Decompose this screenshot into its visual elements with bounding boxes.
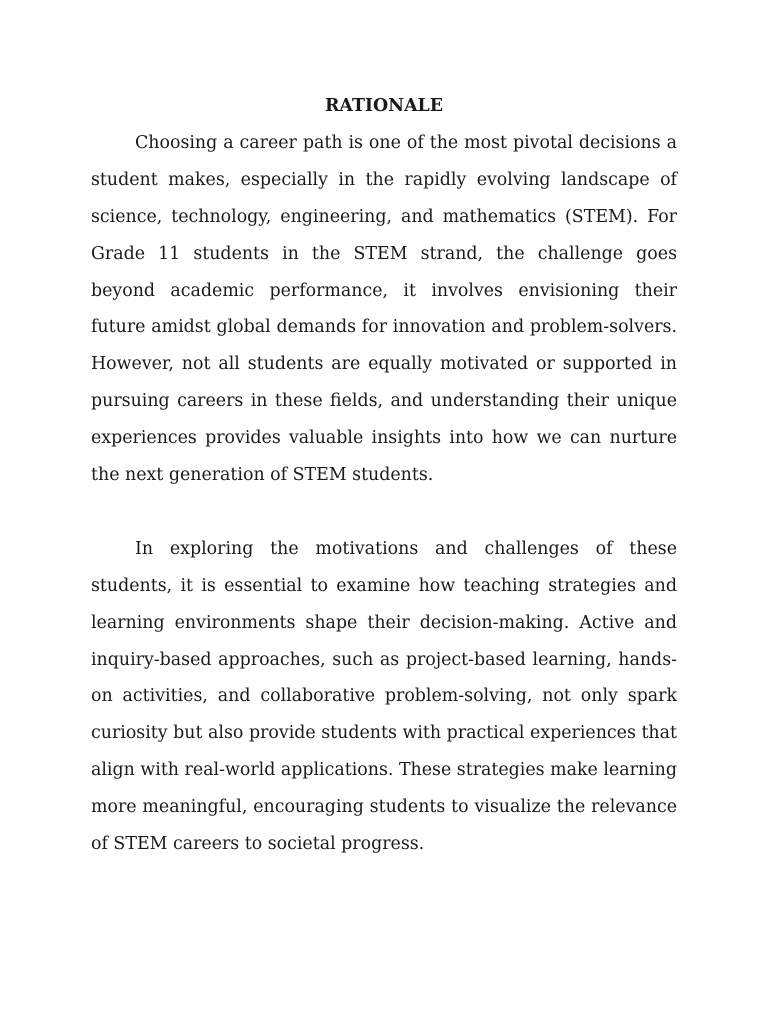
document-body [91,88,677,863]
paragraph-2: In exploring the motivations and challenges of these students, it is essential to examine how teaching strategies and learning environments shape their decision-making. Active and inquiry-based approaches, such as project-based learning, hands-on activities, and collaborative problem-solving, not only spark curiosity but also provide students with practical experiences that align with real-world applications. These strategies make learning more meaningful, encouraging students to visualize the relevance of STEM careers to societal progress. [91,538,677,855]
paragraph-gap [91,494,677,531]
document-title: RATIONALE [324,96,444,116]
paragraph-1: Choosing a career path is one of the most pivotal decisions a student makes, especially in the rapidly evolving landscape of science, technology, engineering, and mathematics (STEM). For Grade 11 students in the STEM strand, the challenge goes beyond academic performance, it involves envisioning their future amidst global demands for innovation and problem-solvers. However, not all students are equally motivated or supported in pursuing careers in these fields, and understanding their unique experiences provides valuable insights into how we can nurture the next generation of STEM students. [91,132,677,486]
